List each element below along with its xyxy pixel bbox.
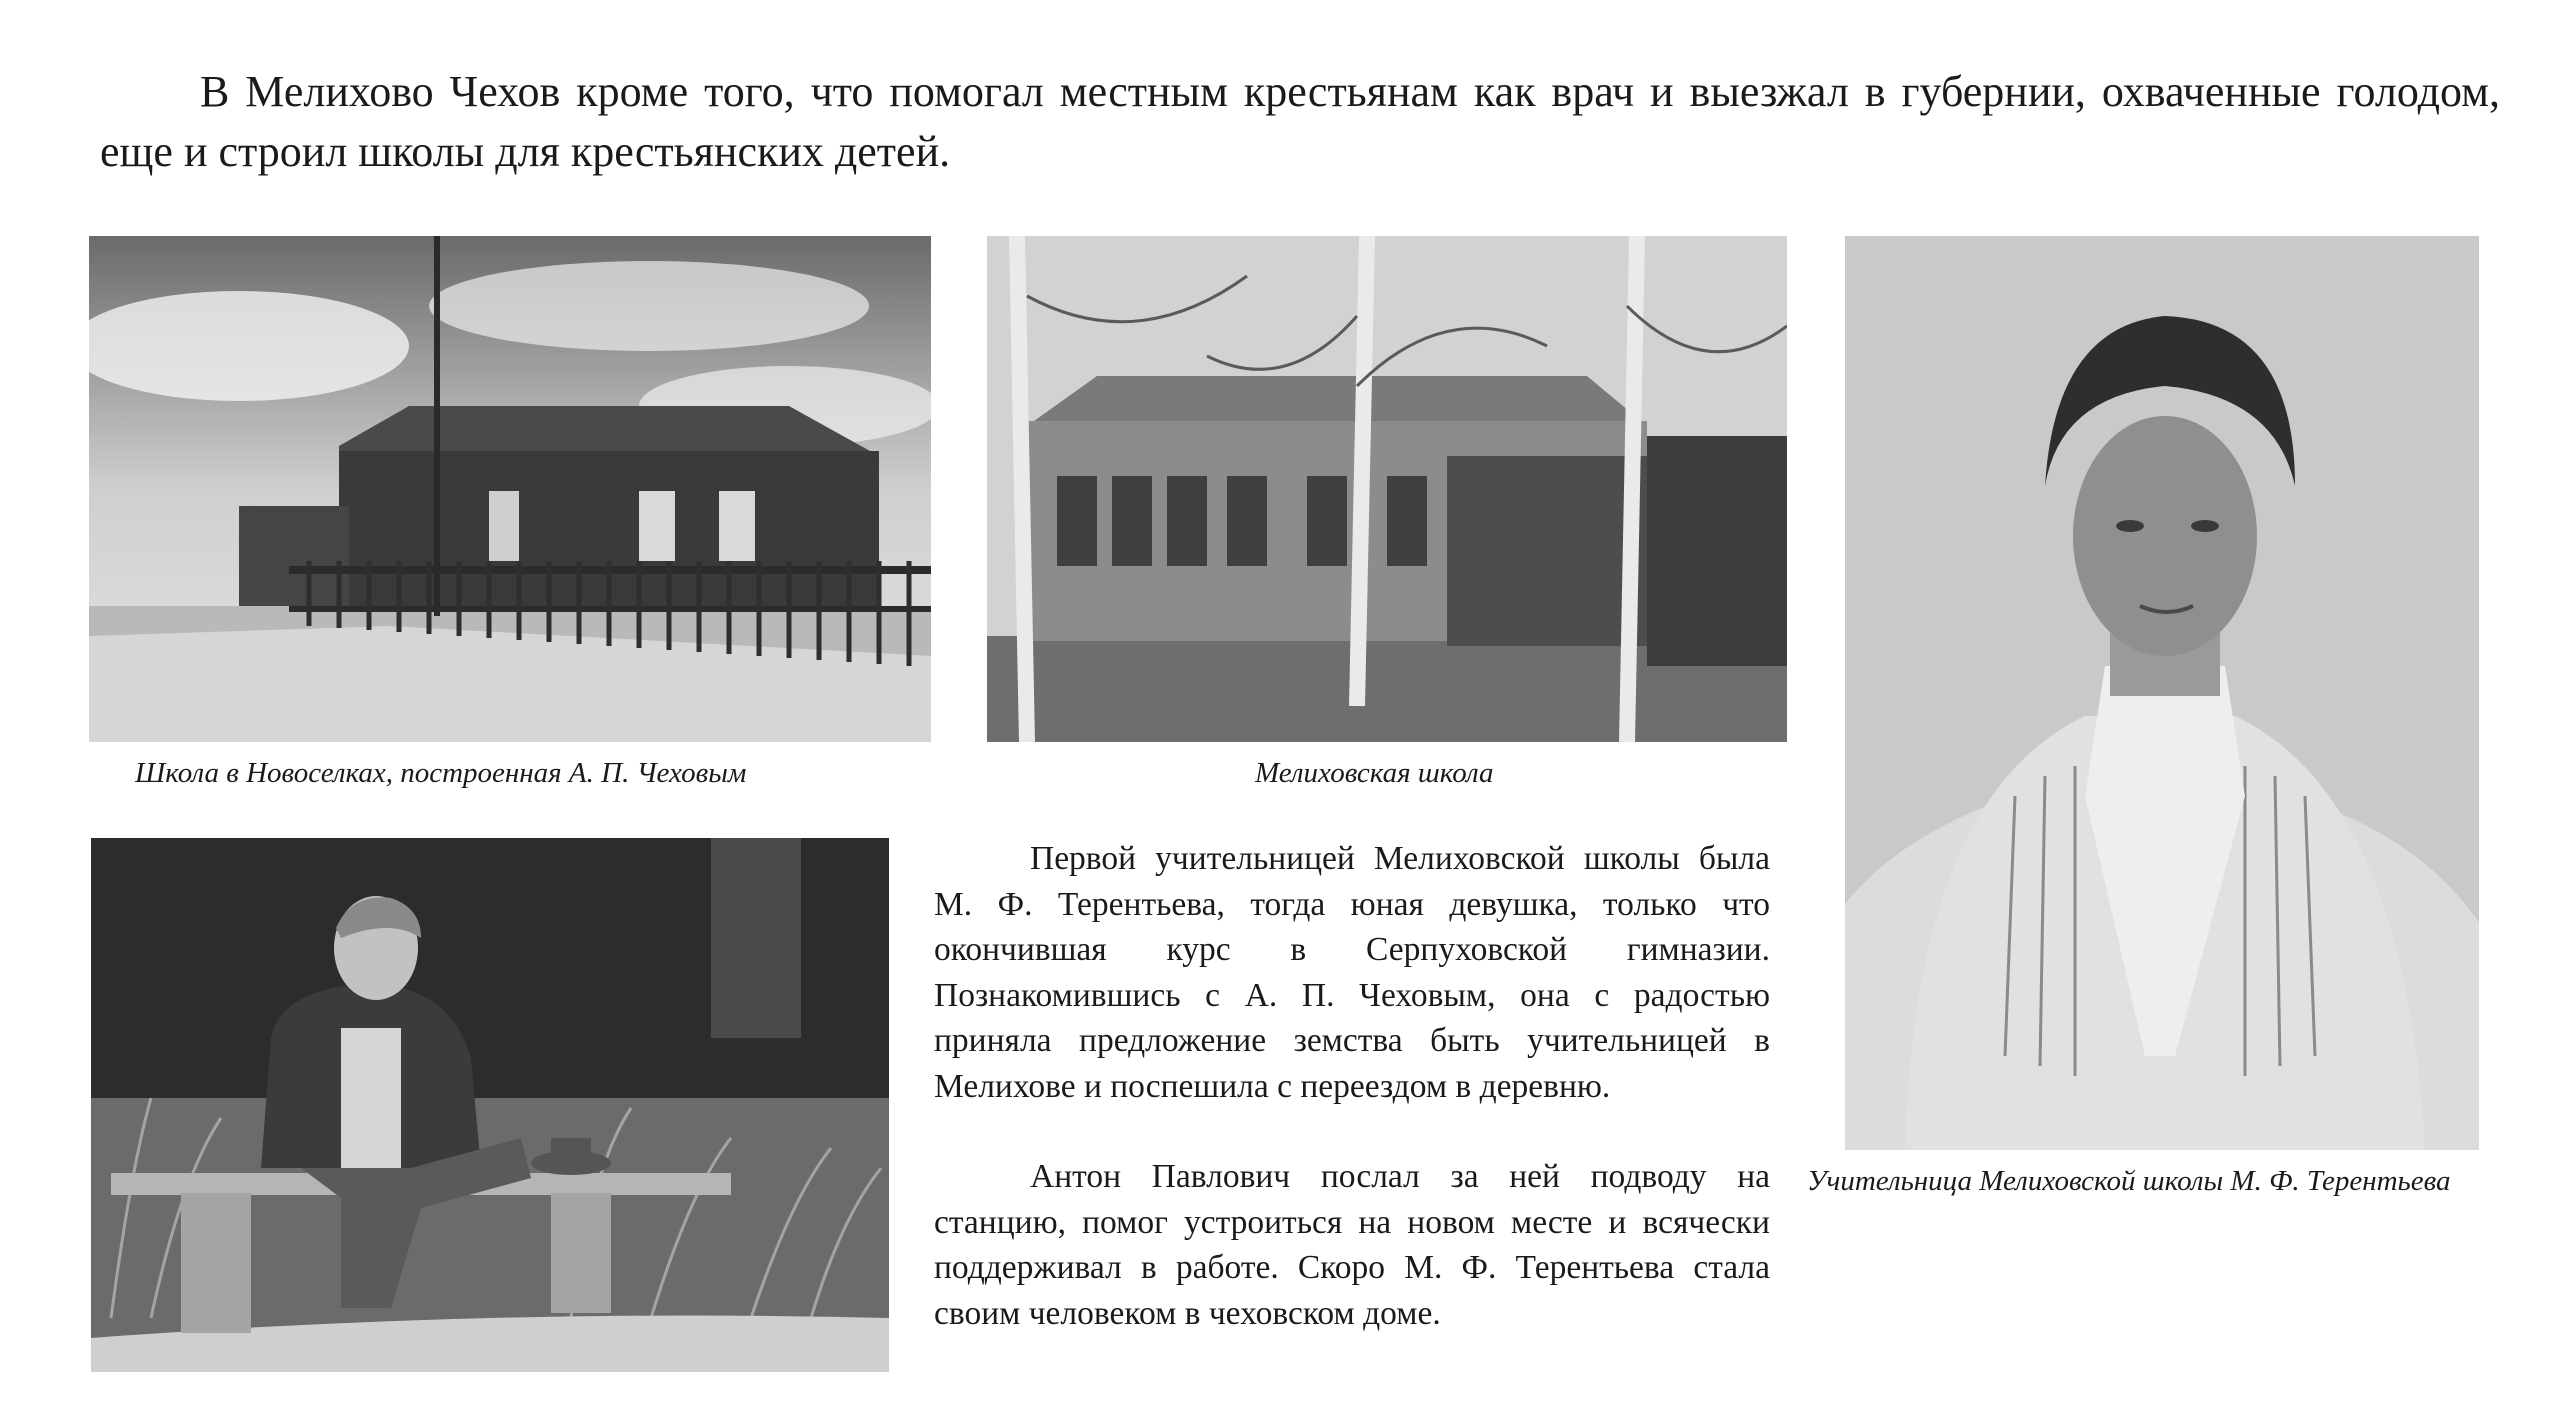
chekhov-on-bench-photo xyxy=(91,838,889,1372)
novoselki-school-caption: Школа в Новоселках, построенная А. П. Чеховым xyxy=(135,757,747,789)
intro-paragraph: В Мелихово Чехов кроме того, что помогал местным крестьянам как врач и выезжал в губернии, охваченные голодом, еще и строил школы для крестьянских детей. xyxy=(100,67,2500,176)
teacher-portrait-photo xyxy=(1845,236,2479,1150)
novoselki-school-photo xyxy=(89,236,931,742)
teacher-portrait-caption: Учительница Мелиховской школы М. Ф. Терентьева xyxy=(1807,1165,2451,1197)
melikhovo-school-photo xyxy=(987,236,1787,742)
body-paragraph-2: Антон Павлович послал за ней подводу на станцию, помог устроиться на новом месте и всячески поддерживал в работе. Скоро М. Ф. Терентьева стала своим человеком в чеховском доме. xyxy=(934,1158,1770,1332)
melikhovo-school-caption: Мелиховская школа xyxy=(1255,757,1494,789)
body-paragraph-1: Первой учительницей Мелиховской школы была М. Ф. Терентьева, тогда юная девушка, только что окончившая курс в Серпуховской гимназии. Познакомившись с А. П. Чеховым, она с радостью приняла предложение земства быть учительницей в Мелихове и поспешила с переездом в деревню. xyxy=(934,840,1770,1105)
